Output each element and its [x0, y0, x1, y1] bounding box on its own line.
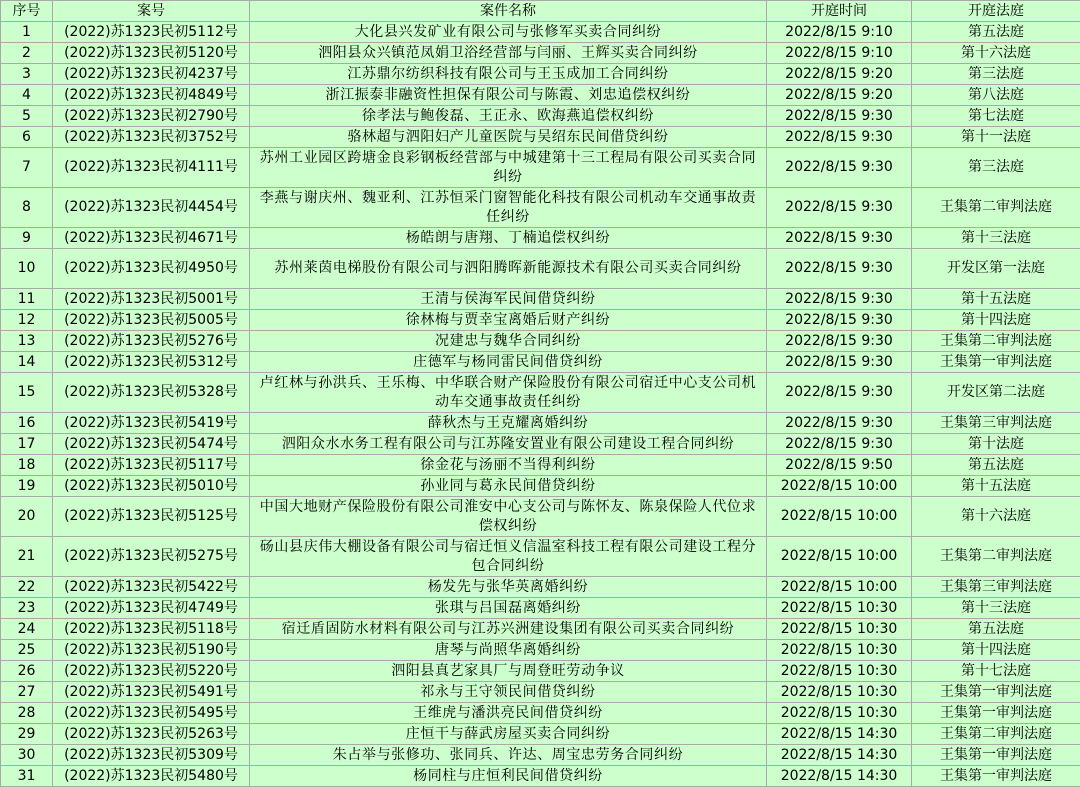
table-row: [1, 85, 1080, 106]
cell-courtroom: 第七法庭: [912, 106, 1080, 127]
cell-hearing-time: 2022/8/15 10:30: [767, 661, 912, 682]
cell-serial: 20: [1, 497, 53, 537]
table-row: [1, 455, 1080, 476]
table-row: [1, 352, 1080, 373]
cell-serial: 6: [1, 127, 53, 148]
cell-serial: 28: [1, 703, 53, 724]
cell-courtroom: 开发区第二法庭: [912, 373, 1080, 413]
cell-case-name: 徐金花与汤丽不当得利纠纷: [250, 455, 767, 476]
cell-courtroom: 王集第二审判法庭: [912, 331, 1080, 352]
cell-hearing-time: 2022/8/15 10:00: [767, 497, 912, 537]
table-row: [1, 577, 1080, 598]
table-row: [1, 724, 1080, 745]
cell-serial: 30: [1, 745, 53, 766]
cell-serial: 29: [1, 724, 53, 745]
cell-case-name: 杨皓朗与唐翔、丁楠追偿权纠纷: [250, 228, 767, 249]
table-row: [1, 373, 1080, 413]
cell-serial: 12: [1, 310, 53, 331]
cell-serial: 4: [1, 85, 53, 106]
cell-case-number: (2022)苏1323民初5010号: [53, 476, 250, 497]
cell-case-name: 宿迁盾固防水材料有限公司与江苏兴洲建设集团有限公司买卖合同纠纷: [250, 619, 767, 640]
cell-courtroom: 王集第三审判法庭: [912, 413, 1080, 434]
cell-serial: 14: [1, 352, 53, 373]
cell-case-name: 泗阳县真艺家具厂与周登旺劳动争议: [250, 661, 767, 682]
table-row: [1, 228, 1080, 249]
table-row: [1, 148, 1080, 188]
cell-courtroom: 开发区第一法庭: [912, 249, 1080, 289]
cell-courtroom: 第十一法庭: [912, 127, 1080, 148]
cell-case-number: (2022)苏1323民初5474号: [53, 434, 250, 455]
cell-serial: 22: [1, 577, 53, 598]
cell-serial: 16: [1, 413, 53, 434]
cell-serial: 24: [1, 619, 53, 640]
cell-courtroom: 第十五法庭: [912, 476, 1080, 497]
cell-case-number: (2022)苏1323民初5275号: [53, 537, 250, 577]
cell-hearing-time: 2022/8/15 10:30: [767, 682, 912, 703]
cell-hearing-time: 2022/8/15 10:00: [767, 537, 912, 577]
cell-case-name: 张琪与吕国磊离婚纠纷: [250, 598, 767, 619]
cell-hearing-time: 2022/8/15 9:30: [767, 352, 912, 373]
cell-hearing-time: 2022/8/15 14:30: [767, 724, 912, 745]
cell-courtroom: 第五法庭: [912, 22, 1080, 43]
cell-serial: 17: [1, 434, 53, 455]
cell-serial: 31: [1, 766, 53, 787]
cell-case-name: 徐孝法与鲍俊磊、王正永、欧海燕追偿权纠纷: [250, 106, 767, 127]
cell-serial: 21: [1, 537, 53, 577]
cell-case-name: 泗阳众水水务工程有限公司与江苏隆安置业有限公司建设工程合同纠纷: [250, 434, 767, 455]
table-row: [1, 745, 1080, 766]
cell-serial: 10: [1, 249, 53, 289]
cell-serial: 2: [1, 43, 53, 64]
table-row: [1, 188, 1080, 228]
header-serial: 序号: [1, 1, 53, 22]
cell-courtroom: 王集第二审判法庭: [912, 724, 1080, 745]
table-row: [1, 497, 1080, 537]
table-row: [1, 310, 1080, 331]
cell-serial: 8: [1, 188, 53, 228]
cell-hearing-time: 2022/8/15 9:30: [767, 188, 912, 228]
cell-case-number: (2022)苏1323民初5495号: [53, 703, 250, 724]
cell-case-number: (2022)苏1323民初2790号: [53, 106, 250, 127]
table-row: [1, 640, 1080, 661]
table-row: [1, 619, 1080, 640]
cell-courtroom: 第十六法庭: [912, 497, 1080, 537]
table-row: [1, 476, 1080, 497]
cell-serial: 1: [1, 22, 53, 43]
cell-case-number: (2022)苏1323民初5263号: [53, 724, 250, 745]
cell-courtroom: 第十五法庭: [912, 289, 1080, 310]
cell-serial: 3: [1, 64, 53, 85]
cell-hearing-time: 2022/8/15 9:30: [767, 127, 912, 148]
cell-case-name: 杨同柱与庄恒利民间借贷纠纷: [250, 766, 767, 787]
cell-hearing-time: 2022/8/15 10:30: [767, 640, 912, 661]
cell-case-name: 薛秋杰与王克耀离婚纠纷: [250, 413, 767, 434]
cell-case-name: 庄恒干与薛武房屋买卖合同纠纷: [250, 724, 767, 745]
cell-hearing-time: 2022/8/15 10:00: [767, 476, 912, 497]
table-row: [1, 661, 1080, 682]
cell-courtroom: 王集第二审判法庭: [912, 537, 1080, 577]
cell-case-number: (2022)苏1323民初5190号: [53, 640, 250, 661]
cell-case-name: 唐琴与尚照华离婚纠纷: [250, 640, 767, 661]
table-row: [1, 598, 1080, 619]
cell-hearing-time: 2022/8/15 9:30: [767, 289, 912, 310]
table-row: [1, 43, 1080, 64]
cell-case-name: 杨发先与张华英离婚纠纷: [250, 577, 767, 598]
cell-serial: 13: [1, 331, 53, 352]
table-row: [1, 289, 1080, 310]
cell-courtroom: 王集第三审判法庭: [912, 577, 1080, 598]
header-case-number: 案号: [53, 1, 250, 22]
cell-serial: 18: [1, 455, 53, 476]
table-row: [1, 249, 1080, 289]
cell-case-name: 孙业同与葛永民间借贷纠纷: [250, 476, 767, 497]
cell-case-name: 徐林梅与贾幸宝离婚后财产纠纷: [250, 310, 767, 331]
cell-case-number: (2022)苏1323民初5312号: [53, 352, 250, 373]
cell-case-name: 卢红林与孙洪兵、王乐梅、中华联合财产保险股份有限公司宿迁中心支公司机动车交通事故责任纠纷: [250, 373, 767, 413]
table-row: [1, 766, 1080, 787]
header-hearing-time: 开庭时间: [767, 1, 912, 22]
table-row: [1, 703, 1080, 724]
cell-courtroom: 王集第一审判法庭: [912, 766, 1080, 787]
table-row: [1, 64, 1080, 85]
cell-case-number: (2022)苏1323民初5001号: [53, 289, 250, 310]
cell-serial: 23: [1, 598, 53, 619]
cell-case-number: (2022)苏1323民初5112号: [53, 22, 250, 43]
cell-case-number: (2022)苏1323民初4849号: [53, 85, 250, 106]
cell-case-name: 苏州工业园区跨塘金良彩钢板经营部与中城建第十三工程局有限公司买卖合同纠纷: [250, 148, 767, 188]
cell-hearing-time: 2022/8/15 9:30: [767, 310, 912, 331]
cell-serial: 27: [1, 682, 53, 703]
cell-case-name: 江苏鼎尔纺织科技有限公司与王玉成加工合同纠纷: [250, 64, 767, 85]
cell-case-number: (2022)苏1323民初3752号: [53, 127, 250, 148]
table-row: [1, 537, 1080, 577]
table-row: [1, 22, 1080, 43]
cell-courtroom: 王集第二审判法庭: [912, 188, 1080, 228]
cell-case-number: (2022)苏1323民初5480号: [53, 766, 250, 787]
table-row: [1, 331, 1080, 352]
cell-hearing-time: 2022/8/15 10:30: [767, 598, 912, 619]
cell-hearing-time: 2022/8/15 9:30: [767, 106, 912, 127]
header-row: [1, 1, 1080, 22]
cell-case-number: (2022)苏1323民初4749号: [53, 598, 250, 619]
cell-courtroom: 第十三法庭: [912, 598, 1080, 619]
cell-case-number: (2022)苏1323民初4671号: [53, 228, 250, 249]
cell-case-number: (2022)苏1323民初5117号: [53, 455, 250, 476]
cell-case-number: (2022)苏1323民初4454号: [53, 188, 250, 228]
cell-courtroom: 第十三法庭: [912, 228, 1080, 249]
cell-hearing-time: 2022/8/15 9:30: [767, 249, 912, 289]
cell-serial: 5: [1, 106, 53, 127]
cell-case-number: (2022)苏1323民初5491号: [53, 682, 250, 703]
cell-hearing-time: 2022/8/15 14:30: [767, 766, 912, 787]
cell-courtroom: 第十七法庭: [912, 661, 1080, 682]
cell-case-number: (2022)苏1323民初5118号: [53, 619, 250, 640]
cell-courtroom: 第十法庭: [912, 434, 1080, 455]
cell-case-name: 大化县兴发矿业有限公司与张修军买卖合同纠纷: [250, 22, 767, 43]
cell-hearing-time: 2022/8/15 9:30: [767, 148, 912, 188]
cell-courtroom: 第十四法庭: [912, 640, 1080, 661]
cell-hearing-time: 2022/8/15 9:30: [767, 434, 912, 455]
cell-courtroom: 第三法庭: [912, 64, 1080, 85]
cell-courtroom: 王集第一审判法庭: [912, 703, 1080, 724]
table-body: [1, 22, 1080, 787]
cell-case-number: (2022)苏1323民初5120号: [53, 43, 250, 64]
cell-courtroom: 第三法庭: [912, 148, 1080, 188]
table-row: [1, 434, 1080, 455]
cell-serial: 11: [1, 289, 53, 310]
cell-case-name: 骆林超与泗阳妇产儿童医院与吴绍东民间借贷纠纷: [250, 127, 767, 148]
table-row: [1, 413, 1080, 434]
cell-case-number: (2022)苏1323民初4111号: [53, 148, 250, 188]
cell-hearing-time: 2022/8/15 9:10: [767, 43, 912, 64]
cell-hearing-time: 2022/8/15 9:20: [767, 85, 912, 106]
cell-courtroom: 第八法庭: [912, 85, 1080, 106]
cell-hearing-time: 2022/8/15 10:00: [767, 577, 912, 598]
cell-case-name: 况建忠与魏华合同纠纷: [250, 331, 767, 352]
cell-case-name: 王维虎与潘洪亮民间借贷纠纷: [250, 703, 767, 724]
cell-hearing-time: 2022/8/15 9:30: [767, 228, 912, 249]
cell-case-number: (2022)苏1323民初5125号: [53, 497, 250, 537]
cell-case-number: (2022)苏1323民初5328号: [53, 373, 250, 413]
table-header: [1, 1, 1080, 22]
cell-serial: 19: [1, 476, 53, 497]
cell-case-name: 祁永与王守领民间借贷纠纷: [250, 682, 767, 703]
cell-serial: 26: [1, 661, 53, 682]
cell-hearing-time: 2022/8/15 9:30: [767, 413, 912, 434]
cell-hearing-time: 2022/8/15 9:30: [767, 373, 912, 413]
header-case-name: 案件名称: [250, 1, 767, 22]
cell-case-number: (2022)苏1323民初5005号: [53, 310, 250, 331]
cell-case-name: 砀山县庆伟大棚设备有限公司与宿迁恒义信温室科技工程有限公司建设工程分包合同纠纷: [250, 537, 767, 577]
cell-hearing-time: 2022/8/15 10:30: [767, 619, 912, 640]
cell-courtroom: 王集第一审判法庭: [912, 745, 1080, 766]
cell-courtroom: 第十六法庭: [912, 43, 1080, 64]
table-row: [1, 106, 1080, 127]
cell-case-number: (2022)苏1323民初5309号: [53, 745, 250, 766]
cell-case-name: 苏州莱茵电梯股份有限公司与泗阳腾晖新能源技术有限公司买卖合同纠纷: [250, 249, 767, 289]
cell-serial: 9: [1, 228, 53, 249]
cell-hearing-time: 2022/8/15 10:30: [767, 703, 912, 724]
cell-serial: 25: [1, 640, 53, 661]
cell-case-name: 王清与侯海军民间借贷纠纷: [250, 289, 767, 310]
cell-hearing-time: 2022/8/15 9:10: [767, 22, 912, 43]
header-courtroom: 开庭法庭: [912, 1, 1080, 22]
cell-case-number: (2022)苏1323民初5276号: [53, 331, 250, 352]
table-row: [1, 682, 1080, 703]
cell-hearing-time: 2022/8/15 14:30: [767, 745, 912, 766]
cell-courtroom: 王集第一审判法庭: [912, 352, 1080, 373]
cell-case-number: (2022)苏1323民初4950号: [53, 249, 250, 289]
cell-hearing-time: 2022/8/15 9:50: [767, 455, 912, 476]
cell-hearing-time: 2022/8/15 9:30: [767, 331, 912, 352]
cell-courtroom: 第五法庭: [912, 455, 1080, 476]
cell-case-name: 庄德军与杨同雷民间借贷纠纷: [250, 352, 767, 373]
cell-courtroom: 第十四法庭: [912, 310, 1080, 331]
cell-case-number: (2022)苏1323民初4237号: [53, 64, 250, 85]
cell-courtroom: 王集第一审判法庭: [912, 682, 1080, 703]
cell-hearing-time: 2022/8/15 9:20: [767, 64, 912, 85]
cell-case-name: 中国大地财产保险股份有限公司淮安中心支公司与陈怀友、陈泉保险人代位求偿权纠纷: [250, 497, 767, 537]
cell-case-name: 浙江振泰非融资性担保有限公司与陈霞、刘忠追偿权纠纷: [250, 85, 767, 106]
table-row: [1, 127, 1080, 148]
cell-case-number: (2022)苏1323民初5419号: [53, 413, 250, 434]
cell-case-name: 泗阳县众兴镇范凤娟卫浴经营部与闫丽、王辉买卖合同纠纷: [250, 43, 767, 64]
cell-case-name: 朱占举与张修功、张同兵、许达、周宝忠劳务合同纠纷: [250, 745, 767, 766]
cell-case-number: (2022)苏1323民初5422号: [53, 577, 250, 598]
cell-serial: 7: [1, 148, 53, 188]
cell-courtroom: 第五法庭: [912, 619, 1080, 640]
cell-case-number: (2022)苏1323民初5220号: [53, 661, 250, 682]
cell-case-name: 李燕与谢庆州、魏亚利、江苏恒采门窗智能化科技有限公司机动车交通事故责任纠纷: [250, 188, 767, 228]
cell-serial: 15: [1, 373, 53, 413]
